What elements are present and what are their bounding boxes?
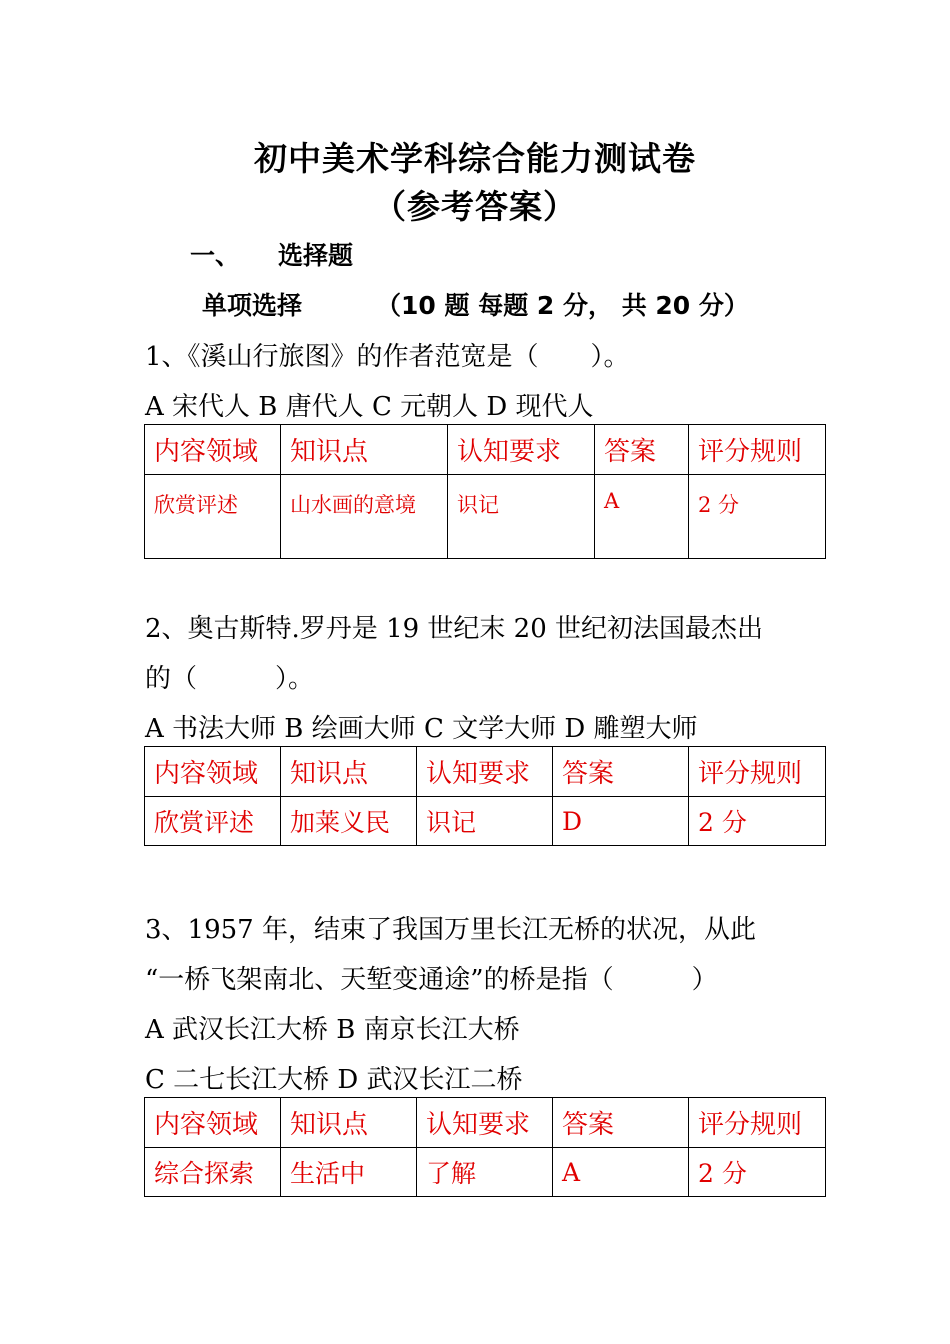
question-3-text-line-1: 3、1957 年，结束了我国万里长江无桥的状况，从此 <box>145 915 756 945</box>
cell-scoring-rule: 2 分 <box>689 797 826 846</box>
cell-knowledge-point: 加莱义民 <box>281 797 417 846</box>
cell-answer: A <box>595 475 689 559</box>
question-3-options-line-1: A 武汉长江大桥 B 南京长江大桥 <box>145 1015 520 1045</box>
answer-table-row <box>145 1148 826 1197</box>
cell-knowledge-point: 生活中 <box>281 1148 417 1197</box>
cell-knowledge-point: 山水画的意境 <box>281 475 448 559</box>
cell-cognitive-requirement: 识记 <box>448 475 595 559</box>
answer-table-row <box>145 475 826 559</box>
answer-table-2 <box>144 746 826 846</box>
header-knowledge-point: 知识点 <box>281 747 417 797</box>
cell-cognitive-requirement: 识记 <box>417 797 553 846</box>
question-1-options: A 宋代人 B 唐代人 C 元朝人 D 现代人 <box>145 392 594 422</box>
question-3-text-line-2: “一桥飞架南北、天堑变通途”的桥是指（ ） <box>145 965 718 995</box>
cell-content-domain: 综合探索 <box>145 1148 281 1197</box>
answer-table-1 <box>144 424 826 559</box>
subsection-detail: （10 题 每题 2 分， 共 20 分） <box>376 291 749 320</box>
question-2-text-line-2: 的（ ）。 <box>145 664 315 694</box>
header-answer: 答案 <box>553 1098 689 1148</box>
answer-table-row <box>145 797 826 846</box>
cell-answer: A <box>553 1148 689 1197</box>
cell-scoring-rule: 2 分 <box>689 475 826 559</box>
answer-table-header-row <box>145 747 826 797</box>
cell-answer: D <box>553 797 689 846</box>
header-answer: 答案 <box>595 425 689 475</box>
header-scoring-rule: 评分规则 <box>689 425 826 475</box>
cell-cognitive-requirement: 了解 <box>417 1148 553 1197</box>
question-1-text: 1、《溪山行旅图》的作者范宽是（ ）。 <box>145 342 630 372</box>
section-number: 一、 <box>190 241 241 270</box>
header-cognitive-requirement: 认知要求 <box>417 747 553 797</box>
header-scoring-rule: 评分规则 <box>689 747 826 797</box>
cell-content-domain: 欣赏评述 <box>145 475 281 559</box>
question-3-options-line-2: C 二七长江大桥 D 武汉长江二桥 <box>145 1065 523 1095</box>
header-content-domain: 内容领域 <box>145 747 281 797</box>
cell-content-domain: 欣赏评述 <box>145 797 281 846</box>
cell-scoring-rule: 2 分 <box>689 1148 826 1197</box>
header-content-domain: 内容领域 <box>145 425 281 475</box>
page-title: 初中美术学科综合能力测试卷 <box>254 139 696 178</box>
subsection-label: 单项选择 <box>202 291 303 320</box>
header-answer: 答案 <box>553 747 689 797</box>
answer-table-3 <box>144 1097 826 1197</box>
header-scoring-rule: 评分规则 <box>689 1098 826 1148</box>
page-subtitle: （参考答案） <box>373 187 577 226</box>
header-cognitive-requirement: 认知要求 <box>417 1098 553 1148</box>
question-2-text-line-1: 2、奥古斯特.罗丹是 19 世纪末 20 世纪初法国最杰出 <box>145 614 764 644</box>
answer-table-header-row <box>145 1098 826 1148</box>
section-title: 选择题 <box>278 241 354 270</box>
question-2-options: A 书法大师 B 绘画大师 C 文学大师 D 雕塑大师 <box>145 714 698 744</box>
header-knowledge-point: 知识点 <box>281 1098 417 1148</box>
header-cognitive-requirement: 认知要求 <box>448 425 595 475</box>
answer-table-header-row <box>145 425 826 475</box>
header-content-domain: 内容领域 <box>145 1098 281 1148</box>
header-knowledge-point: 知识点 <box>281 425 448 475</box>
